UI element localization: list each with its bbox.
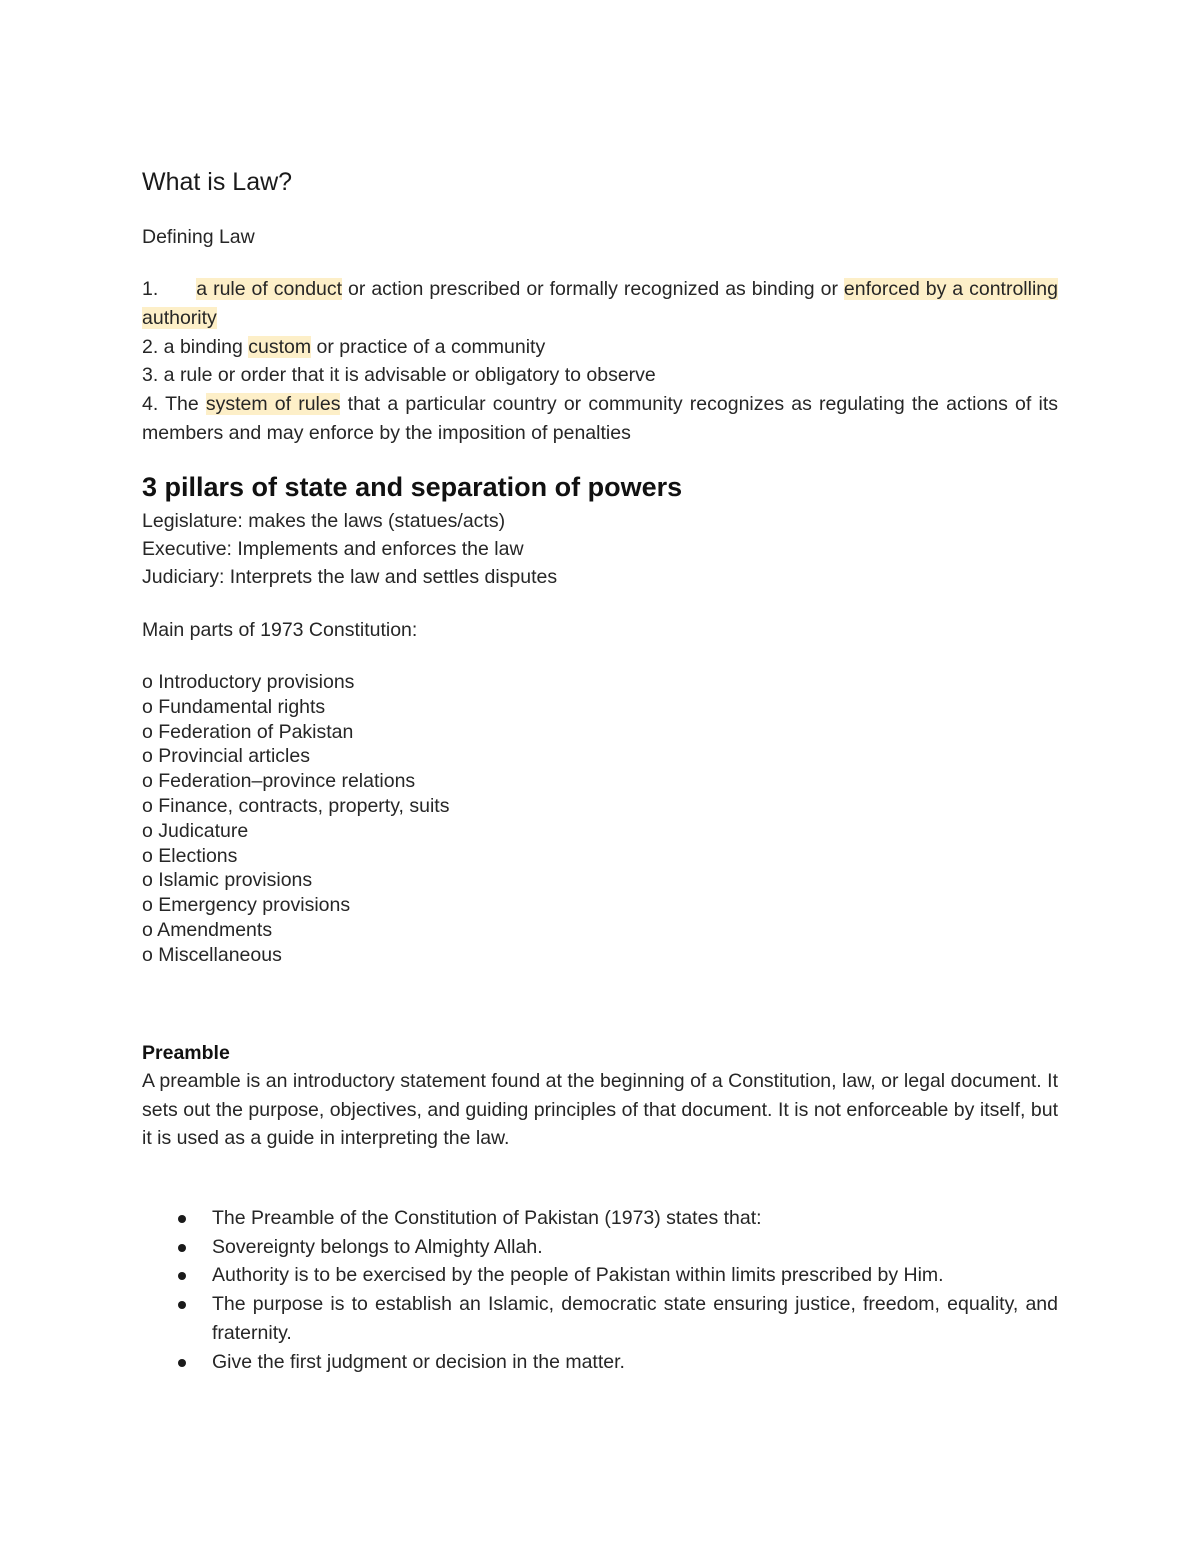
definition-4-post: that a particular country or community recognizes as regulating the actions of its members and may enforce by the imposition of penalties <box>142 393 1058 444</box>
list-item <box>142 1204 1058 1233</box>
list-item <box>142 1290 1058 1347</box>
definition-3: 3. a rule or order that it is advisable or obligatory to observe <box>142 364 656 386</box>
bullet-text: Authority is to be exercised by the people of Pakistan within limits prescribed by Him. <box>212 1264 944 1287</box>
constitution-intro: Main parts of 1973 Constitution: <box>142 619 418 641</box>
highlight-custom: custom <box>248 336 312 358</box>
pillar-judiciary: Judiciary: Interprets the law and settles disputes <box>142 566 558 588</box>
pillars-heading: 3 pillars of state and separation of powers <box>142 472 683 502</box>
list-item: o Federation–province relations <box>142 770 416 793</box>
highlight-controlling-authority: enforced by a controlling authority <box>142 278 1058 329</box>
list-item <box>142 1348 1058 1377</box>
list-item: o Finance, contracts, property, suits <box>142 794 450 817</box>
bullet-text: Sovereignty belongs to Almighty Allah. <box>212 1235 543 1258</box>
pillar-legislature: Legislature: makes the laws (statues/acts) <box>142 510 506 532</box>
list-item <box>142 1233 1058 1262</box>
preamble-paragraph: A preamble is an introductory statement found at the beginning of a Constitution, law, or legal document. It sets out the purpose, objectives, and guiding principles of that document. It is not enforceable by itself, but it is used as a guide in interpreting the law. <box>142 1070 1058 1149</box>
bullet-icon <box>178 1215 186 1223</box>
highlight-rule-of-conduct: a rule of conduct <box>196 278 343 300</box>
definition-4 <box>142 390 1058 447</box>
bullet-icon <box>178 1244 186 1252</box>
preamble-bullet-list <box>142 1204 1058 1376</box>
definition-2-post: or practice of a community <box>311 336 546 358</box>
bullet-icon <box>178 1301 186 1309</box>
list-item <box>142 1261 1058 1290</box>
pillar-executive: Executive: Implements and enforces the law <box>142 538 524 560</box>
list-item: o Miscellaneous <box>142 943 282 966</box>
list-item: o Fundamental rights <box>142 695 326 718</box>
list-item: o Islamic provisions <box>142 869 313 892</box>
bullet-text: Give the first judgment or decision in the matter. <box>212 1350 625 1373</box>
definition-1-number: 1. <box>142 278 159 300</box>
preamble-heading: Preamble <box>142 1042 230 1064</box>
list-item: o Emergency provisions <box>142 894 351 917</box>
page-title: What is Law? <box>142 168 293 196</box>
bullet-icon <box>178 1272 186 1280</box>
definition-1 <box>142 275 1058 332</box>
list-item: o Amendments <box>142 918 273 941</box>
list-item: o Judicature <box>142 819 249 842</box>
bullet-text: The purpose is to establish an Islamic, democratic state ensuring justice, freedom, equality, and fraternity. <box>212 1293 1058 1344</box>
list-item: o Elections <box>142 844 238 867</box>
highlight-system-of-rules: system of rules <box>205 393 341 415</box>
definition-1-text: or action prescribed or formally recognized as binding or <box>342 278 844 300</box>
bullet-text: The Preamble of the Constitution of Pakistan (1973) states that: <box>212 1207 762 1229</box>
bullet-icon <box>178 1359 186 1367</box>
definition-2 <box>142 333 545 362</box>
definition-2-pre: 2. a binding <box>142 336 249 358</box>
list-item: o Provincial articles <box>142 745 310 768</box>
constitution-parts-list <box>142 670 449 968</box>
defining-law-heading: Defining Law <box>142 226 255 248</box>
list-item: o Federation of Pakistan <box>142 720 354 743</box>
list-item: o Introductory provisions <box>142 671 355 693</box>
definition-4-pre: 4. The <box>142 393 206 415</box>
